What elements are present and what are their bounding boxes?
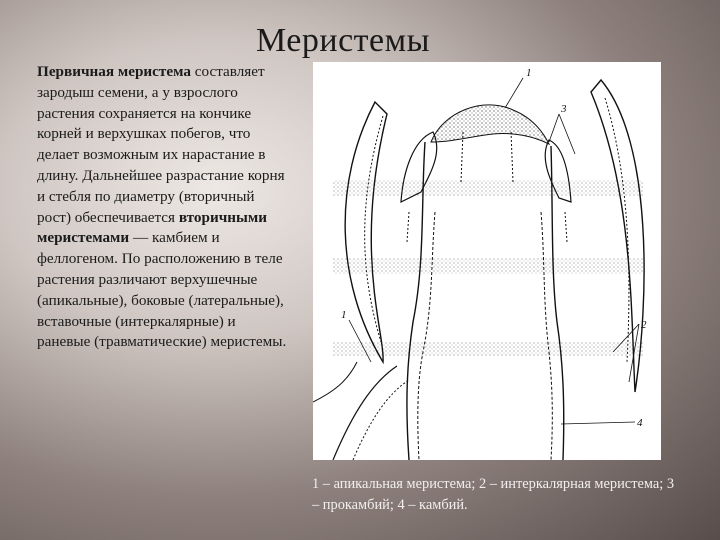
slide-title: Меристемы [256, 22, 430, 59]
body-part-1: составляет зародыш семени, а у взрослого растения сохраняется на кончике корней и верхушках побегов, что делает возможным их нарастание в длину. Дальнейшее разрастание корня и стебля по диаметру (вторичный рост) обеспечивается [37, 63, 285, 226]
left-leaf [345, 102, 387, 362]
apical-meristem [431, 105, 549, 144]
label-procambium-3: 3 [561, 103, 567, 115]
intercalary-band-2 [333, 258, 643, 274]
intercalary-band-1 [333, 180, 643, 196]
body-text [37, 62, 291, 353]
bold-secondary: вторичными меристемами [37, 208, 267, 247]
right-cambium-strand [541, 212, 552, 460]
meristem-drawing [313, 62, 661, 460]
figure-caption: 1 – апикальная меристема; 2 – интеркалярная меристема; 3 – прокамбий; 4 – камбий. [312, 476, 675, 513]
bold-intro: Первичная меристема [37, 63, 191, 80]
label-cambium-4: 4 [637, 417, 643, 429]
side-branch [333, 366, 397, 460]
meristem-diagram [313, 62, 661, 460]
label-apical-1: 1 [526, 67, 532, 79]
intercalary-band-3 [333, 342, 643, 356]
body-part-2: — камбием и феллогеном. По расположению в теле растения различают верхушечные (апикальные), боковые (латеральные), вставочные (интеркалярные) и раневые (травматические) меристемы. [37, 229, 287, 351]
left-cambium-strand [418, 212, 435, 460]
label-apical-1-lower: 1 [341, 309, 347, 321]
label-intercalary-2: 2 [641, 319, 647, 331]
